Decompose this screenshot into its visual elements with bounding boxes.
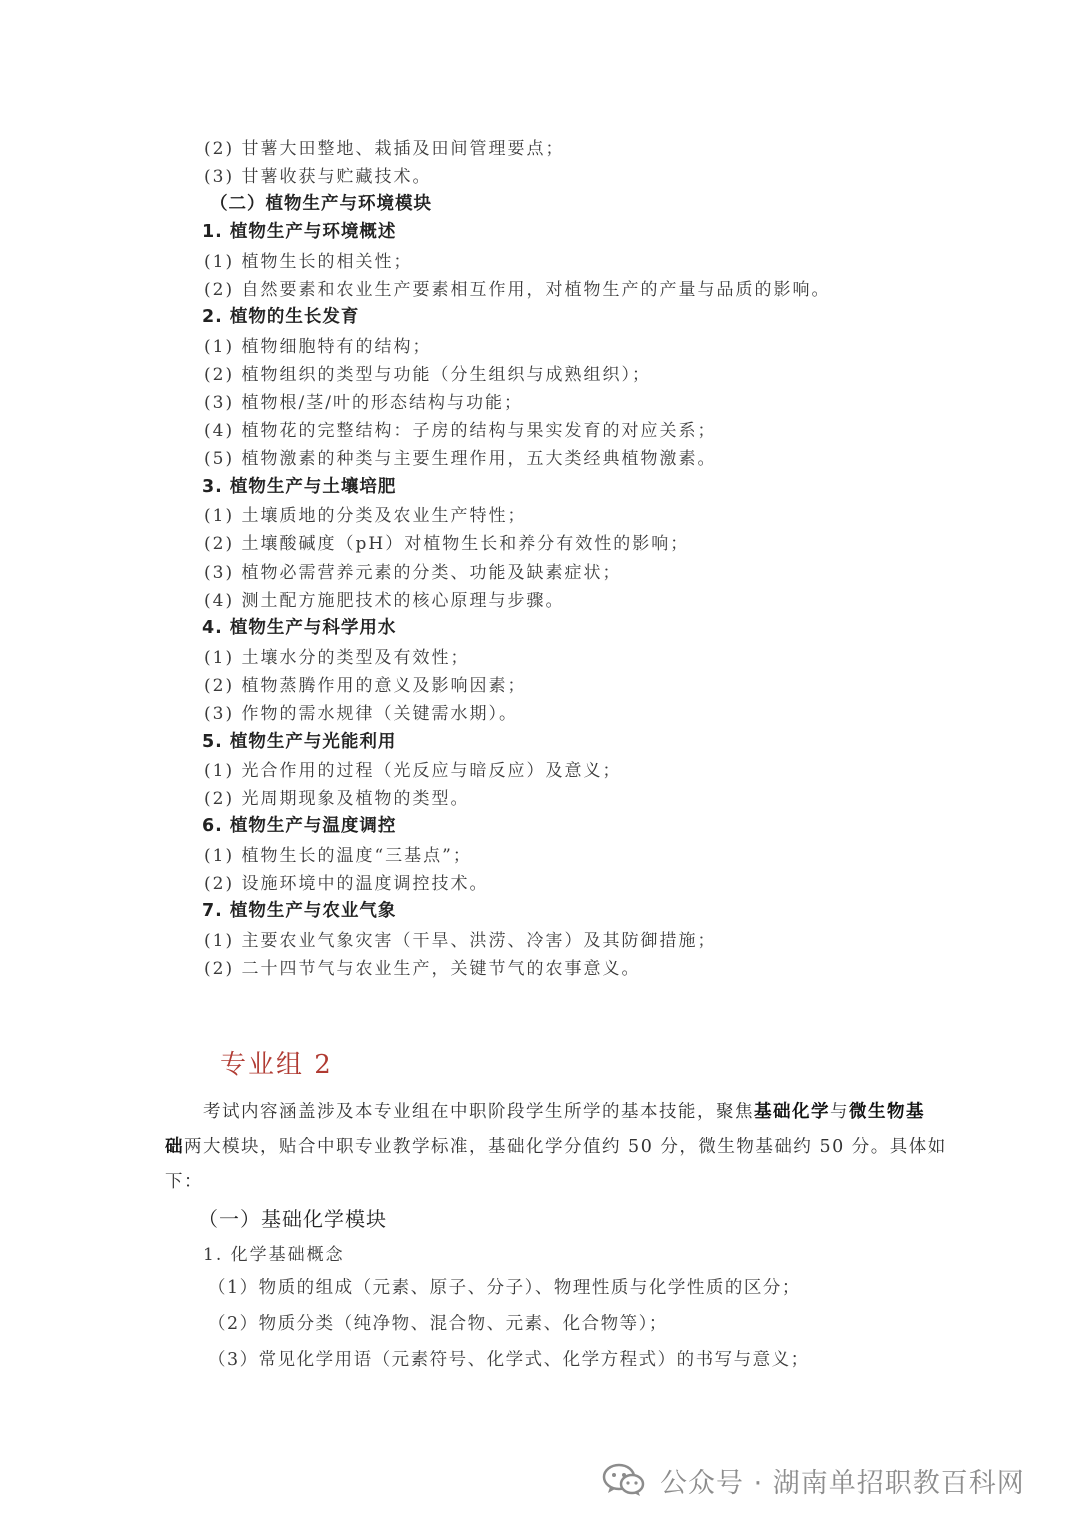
wechat-icon [602,1462,646,1498]
list-item: (1) 主要农业气象灾害（干旱、洪涝、冷害）及其防御措施； [204,931,717,951]
list-item: (1) 光合作用的过程（光反应与暗反应）及意义； [204,761,622,781]
list-item: (2) 植物组织的类型与功能（分生组织与成熟组织）； [204,365,651,385]
list-item: (1) 土壤水分的类型及有效性； [204,648,470,668]
topic-heading: 1. 植物生产与环境概述 [202,222,397,242]
list-item: (5) 植物激素的种类与主要生理作用，五大类经典植物激素。 [204,449,717,469]
list-item: (1) 植物细胞特有的结构； [204,337,432,357]
list-item: (4) 植物花的完整结构：子房的结构与果实发育的对应关系； [204,421,717,441]
intro-text: 与 [830,1102,849,1122]
list-item: (3) 植物必需营养元素的分类、功能及缺素症状； [204,563,622,583]
topic-heading: 5. 植物生产与光能利用 [202,732,397,752]
list-item: (3) 作物的需水规律（关键需水期）。 [204,704,518,724]
module-heading: （一）基础化学模块 [198,1207,387,1231]
list-item: (2) 光周期现象及植物的类型。 [204,789,470,809]
watermark [602,1460,1025,1500]
intro-bold-text: 基础化学 [754,1102,830,1122]
topic-heading: 7. 植物生产与农业气象 [202,901,397,921]
section-title: 专业组 2 [220,1050,333,1080]
intro-bold-text: 础 [165,1137,184,1157]
topic-heading: 3. 植物生产与土壤培肥 [202,477,397,497]
intro-text: 两大模块，贴合中职专业教学标准，基础化学分值约 50 分，微生物基础约 50 分。具体如 [184,1137,947,1157]
topic-heading: 4. 植物生产与科学用水 [202,618,397,638]
list-item: (3) 甘薯收获与贮藏技术。 [204,167,432,187]
intro-text: 考试内容涵盖涉及本专业组在中职阶段学生所学的基本技能，聚焦 [203,1102,754,1122]
list-item: (1) 植物生长的相关性； [204,252,413,272]
watermark-text: 公众号 · 湖南单招职教百科网 [660,1467,1025,1499]
list-item: (1) 植物生长的温度“三基点”； [204,846,472,866]
list-item: （1）物质的组成（元素、原子、分子）、物理性质与化学性质的区分； [208,1278,801,1298]
list-item: (2) 甘薯大田整地、栽插及田间管理要点； [204,139,565,159]
list-item: (2) 设施环境中的温度调控技术。 [204,874,489,894]
list-item: (4) 测土配方施肥技术的核心原理与步骤。 [204,591,565,611]
list-item: (2) 自然要素和农业生产要素相互作用，对植物生产的产量与品质的影响。 [204,280,831,300]
list-item: （2）物质分类（纯净物、混合物、元素、化合物等）； [208,1314,668,1334]
list-item: (3) 植物根/茎/叶的形态结构与功能； [204,393,523,413]
list-item: (2) 植物蒸腾作用的意义及影响因素； [204,676,527,696]
intro-paragraph-line [165,1133,947,1158]
topic-heading: 1. 化学基础概念 [203,1245,345,1265]
list-item: （3）常见化学用语（元素符号、化学式、化学方程式）的书写与意义； [208,1350,810,1370]
topic-heading: 6. 植物生产与温度调控 [202,816,397,836]
list-item: (2) 二十四节气与农业生产，关键节气的农事意义。 [204,959,641,979]
intro-bold-text: 微生物基 [849,1102,925,1122]
list-item: (1) 土壤质地的分类及农业生产特性； [204,506,527,526]
topic-heading: 2. 植物的生长发育 [202,307,360,327]
intro-paragraph-line: 下： [165,1172,203,1192]
intro-paragraph-line [203,1098,925,1123]
module-heading: （二）植物生产与环境模块 [210,194,432,214]
list-item: (2) 土壤酸碱度（pH）对植物生长和养分有效性的影响； [204,534,690,554]
